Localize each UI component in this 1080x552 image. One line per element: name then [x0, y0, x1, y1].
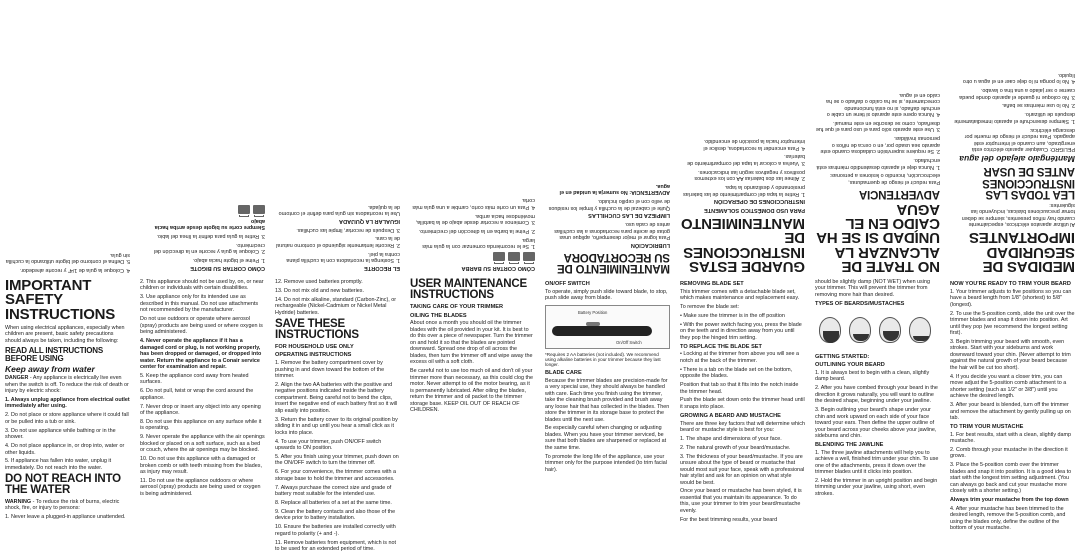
- en-column-4: [405, 276, 540, 552]
- en-c2-p9: 9. Never operate the appliance with the air openings blocked or placed on a soft surface, such as a bed or couch, where the air openings may be blocked.: [140, 434, 265, 454]
- en-care-title: TAKING CARE OF YOUR TRIMMER: [410, 304, 504, 311]
- es-warning-title: ADVERTENCIA: [859, 187, 940, 200]
- en-to-remove: To remove the blade set:: [680, 304, 740, 311]
- es-column-5: [405, 0, 540, 276]
- es-mustache-title: CÓMO CORTAR SU BIGOTE: [190, 265, 265, 271]
- en-after: 3. After your beard is blended, turn off the trimmer and remove the attachment by gently pulling up on tab.: [950, 402, 1071, 421]
- es-intro: Al utilizar aparatos eléctricos, especialmente cuando hay niños presentes, siempre se deben tomar precauciones básicas, incluyendo las siguientes:: [961, 201, 1075, 228]
- en-blade-promote: To promote the long life of the appliance, use your trimmer only for the purpose intended (to trim facial hair).: [545, 453, 667, 473]
- en-grow-body: There are three key factors that will determine which beard or mustache style is best for you:: [680, 420, 805, 433]
- es-column-2: [810, 0, 945, 276]
- en-n4: 4. If you decide you want a closer trim, you can move adjust the 5-position comb attachment to a shorter setting (such as 1/2" or 3/8") until you achieve the desired length.: [950, 373, 1067, 400]
- en-rp3: Position that tab so that it fits into the notch inside the trimmer head.: [680, 382, 799, 395]
- es-mustache-illustration: [140, 205, 265, 214]
- es-column-6: [270, 0, 405, 276]
- guide-comb-icon: [238, 205, 250, 214]
- en-n1: 1. Your trimmer adjusts to five positions so you can have a beard length from 1/8" (shortest) to 5/8" (longest).: [950, 288, 1072, 308]
- es-w-item-4: 4. Nunca opere este aparato si tiene un cable o enchufe dañado, si no está funcionando correctamente, si se ha caído o dañado o se ha caído en el agua.: [826, 91, 940, 118]
- en-best: For the best trimming results, your beard: [680, 516, 778, 523]
- es-column-7: [135, 0, 270, 276]
- es-item-2: 2. No lo use mientras se baña.: [1001, 102, 1075, 109]
- en-op-1: 1. Remove the battery compartment cover by pushing in and down toward the bottom of the trimmer.: [275, 360, 385, 379]
- guide-comb-icon: [493, 252, 505, 261]
- en-column-2: [135, 276, 270, 552]
- beard-types-illustration: [815, 311, 940, 351]
- es-w-item-2: 2. Se requiere supervisión cuidadosa cuando este aparato sea usado por, en o cerca de niños o personas inválidas.: [820, 135, 940, 155]
- en-op-3: 3. Return the battery cover to its original position by sliding it in and up until you hear a small click as it locks into place.: [275, 416, 398, 436]
- en-op-6: 6. For your convenience, the trimmer comes with a storage base to hold the trimmer and accessories.: [275, 469, 397, 482]
- es-op-title: INSTRUCCIONES DE OPERACIÓN: [713, 198, 805, 205]
- es-b-2: 2. Peine la barba en la dirección del crecimiento.: [418, 227, 535, 234]
- es-op-2: 2. Alinee las dos baterías AA con los extremos positivos y negativos según las indicaciones.: [694, 168, 805, 182]
- en-b2: 2. Hold the trimmer in an upright position and begin trimming under your jawline, using short, even strokes.: [815, 478, 938, 497]
- en-op-10: 10. Ensure the batteries are installed correctly with regard to polarity (+ and -).: [275, 524, 396, 537]
- en-keep-title: Keep away from water: [5, 363, 95, 374]
- en-getting-title: GETTING STARTED:: [815, 353, 870, 360]
- es-beard-title: CÓMO CORTAR SU BARBA: [461, 265, 535, 271]
- en-c2-p7: 7. Never drop or insert any object into any opening of the appliance.: [140, 403, 261, 417]
- en-c2-p2: 3. Use appliance only for its intended use as described in this manual. Do not use attachments not recommended by the manufacturer.: [140, 294, 259, 314]
- en-n2: 2. To use the 5-position comb, slide the unit over the trimmer blades and snap it down into position. Art until they pop (we recommend the longest setting first).: [950, 310, 1075, 336]
- es-lub-title: LUBRICACIÓN: [630, 241, 670, 248]
- en-column-6: [675, 276, 810, 552]
- en-danger-label: DANGER: [5, 375, 29, 382]
- beard-icon: [913, 336, 929, 341]
- en-item-5: 5. If appliance has fallen into water, unplug it immediately. Do not reach into the water.: [5, 458, 112, 471]
- es-guides-illustration: [410, 252, 535, 261]
- guide-comb-icon: [508, 252, 520, 261]
- beard-icon: [853, 334, 869, 341]
- es-column-1: [945, 0, 1080, 276]
- en-op-11: 11. Remove batteries from equipment, which is not to be used for an extended period of time.: [275, 539, 396, 552]
- en-replace-title: TO REPLACE THE BLADE SET: [680, 343, 762, 350]
- es-t-2: 2. Recorte lentamente siguiendo el contorno natural de la cara.: [276, 235, 400, 248]
- en-op-7: 7. Always purchase the correct size and grade of battery most suitable for the intended use.: [275, 484, 392, 498]
- en-column-3: [270, 276, 405, 552]
- en-blend-title: BLENDING THE JAWLINE: [815, 441, 884, 448]
- es-read-title: LEA TODAS LAS INSTRUCCIONES ANTES DE USAR: [982, 165, 1075, 200]
- es-item-1: 1. Siempre desenchufe el aparato inmediatamente después de utilizarlo.: [954, 111, 1075, 124]
- en-item-4: 4. Do not place appliance in, or drop into, water or other liquids.: [5, 443, 125, 456]
- es-mustache-label: Siempre corte su bigote desde arriba hacia abajo: [154, 217, 265, 231]
- en-blade-replace: Be especially careful when changing or adjusting blades. When you have your trimmer serviced, be sure that both blades are sharpened or replaced at the same time.: [545, 425, 667, 451]
- es-t-1: 1. Sostenga la recortadora con la cuchilla plana contra la piel.: [286, 250, 400, 264]
- es-c8-1: 4. Coloque la guía de 1/4" y recorte alrededor.: [19, 267, 130, 273]
- en-c2-p1: 2. This appliance should not be used by, on, or near children or individuals with certain disabilities.: [140, 279, 264, 292]
- en-onoff-title: ON/OFF SWITCH: [545, 281, 590, 287]
- en-g2: 2. The natural growth of your beard/mustache.: [680, 444, 791, 451]
- en-c3-p13: 13. Do not mix old and new batteries.: [275, 287, 364, 294]
- battery-position-label: Battery Position: [578, 309, 608, 315]
- face-icon: [849, 317, 871, 343]
- en-g1: 1. The shape and dimensions of your face.: [680, 435, 782, 442]
- en-rp2: • There is a tab on the blade set on the bottom, opposite the blades.: [680, 366, 793, 380]
- en-column-1: [0, 276, 135, 552]
- es-w-item-3: 3. Use este aparato sólo para el uso para el que fue diseñado, como se describe en este manual.: [815, 119, 940, 133]
- switch-icon: [586, 322, 600, 326]
- en-item-2: 2. Do not place or store appliance where it could fall or be pulled into a tub or sink.: [5, 412, 129, 425]
- en-danger-text: - Any appliance is electrically live even when the switch is off. To reduce the risk of death or injury by electric shock:: [5, 375, 129, 395]
- onoff-switch-label: On/Off Switch: [616, 339, 642, 345]
- en-careful: Be careful not to use too much oil and don't oil your trimmer more than necessary, as this could clog the motor. Never attempt to oil the motor bearing, as it is permanently lubricated. After oiling the blades, return the trimmer and oil packet to the trimmer storage base. KEEP OIL OUT OF REACH OF CHILDREN.: [410, 368, 534, 414]
- en-op-2: 2. Align the two AA batteries with the positive and negative positions indicated inside the battery compartment. Being careful not to bend the clips, insert the negative end of each battery first so it will slip easily into position.: [275, 381, 398, 414]
- en-item-3: 3. Do not use appliance while bathing or in the shower.: [5, 427, 116, 441]
- es-save-title: GUARDE ESTAS INSTRUCCIONES DE MANTENIMIENTO: [681, 215, 805, 275]
- es-maint-title: MANTENIMIENTO DE SU RECORTADORA: [557, 250, 670, 274]
- en-c2-p8: 8. Do not use this appliance on any surface while it is operating.: [140, 418, 262, 432]
- en-m3: 3. Place the 5-position comb over the trimmer blades and snap it into position. It is a good idea to start with the longest trim setting adjustment. (You can always go back and cut your mustache more closely with a shorter setting.): [950, 462, 1072, 495]
- es-column-3: [675, 0, 810, 276]
- en-read-title: READ ALL INSTRUCTIONS BEFORE USING: [5, 345, 104, 363]
- en-intro: When using electrical appliances, especially when children are present, basic safety precautions should always be taken, including the following:: [5, 324, 125, 344]
- en-m2: 2. Comb through your mustache in the direction it grows.: [950, 446, 1068, 460]
- es-m-1: 1. Peine el bigote hacia abajo.: [192, 257, 265, 264]
- en-battery-note: *Requires 2 AA batteries (not included). We recommend using alkaline batteries in your trimmer because they last longer.: [545, 351, 661, 368]
- en-outline-title: OUTLINING YOUR BEARD: [815, 362, 885, 369]
- es-b-4: 4. Para un corte más corto, cambie a una guía más corta.: [412, 197, 535, 210]
- en-c7-p1: should be slightly damp (NOT WET) when using your trimmer. This will prevent the trimmer from removing more hair than desired.: [815, 279, 930, 298]
- en-warning-paragraph: [5, 499, 130, 512]
- en-column-8: [945, 276, 1080, 552]
- en-always: Always trim your mustache from the top down: [950, 497, 1069, 504]
- es-w-item-1: 1. Nunca deje el aparato desatendido mientras está enchufado.: [816, 157, 940, 170]
- english-half: [0, 276, 1080, 552]
- es-item-4: 4. No lo ponga ni lo deje caer en el agua u otro líquido.: [962, 71, 1075, 85]
- en-grow-title: GROWING A BEARD AND MUSTACHE: [680, 412, 781, 419]
- es-m-3: 3. Retire la guía para definir la línea del labio.: [156, 233, 265, 240]
- en-must-title: TO TRIM YOUR MUSTACHE: [950, 423, 1024, 430]
- en-rp4: Push the blade set down onto the trimmer head until it snaps into place.: [680, 397, 805, 410]
- face-icon: [909, 317, 931, 343]
- en-oil-body: About once a month you should oil the trimmer blades with the oil provided in your kit. It is best to do this over a piece of newspaper. Turn the trimmer on and hold it so that the blades are pointed downward. Spread one drop of oil across the blades, then turn the trimmer off and wipe away the excess oil with a soft cloth.: [410, 320, 533, 366]
- beard-icon: [883, 331, 899, 341]
- es-column-8: [0, 0, 135, 276]
- es-safety-title: MEDIDAS DE SEGURIDAD IMPORTANTES: [969, 229, 1075, 275]
- en-g3: 3. The thickness of your beard/mustache. If you are unsure about the type of beard or mustache that would most suit your face, speak with a professional hair stylist and ask for an opinion on what style would be best.: [680, 453, 805, 486]
- es-clean-title: LIMPIEZA DE LAS CUCHILLAS: [588, 212, 670, 219]
- en-warning-label: WARNING: [5, 498, 32, 505]
- es-b-1: 1. Se le recomienda comenzar con la guía más larga.: [422, 236, 535, 250]
- en-danger-paragraph: [5, 375, 130, 394]
- es-m-2: 2. Coloque la guía y recorte en la dirección del crecimiento.: [153, 241, 265, 255]
- en-g4: Once your beard or mustache has been styled, it is essential that you maintain its appearance. To do this, use your trimmer to trim your beard/mustache evenly.: [680, 488, 802, 514]
- en-op-4: 4. To use your trimmer, push ON/OFF switch upwards to ON position.: [275, 438, 382, 452]
- es-item-3: 3. No coloque ni guarde el aparato donde pueda caerse o ser jalado a una tina o lavabo.: [959, 87, 1075, 100]
- en-types-title: TYPES OF BEARDS/MUSTACHES: [815, 300, 905, 307]
- en-reach-title: DO NOT REACH INTO THE WATER: [5, 472, 121, 496]
- en-onoff-body: To operate, simply push slide toward blade, to stop, push slide away from blade.: [545, 288, 668, 302]
- beard-icon: [823, 331, 839, 343]
- en-op-8: 8. Replace all batteries of a set at the same time.: [275, 499, 392, 506]
- en-safety-title: IMPORTANT SAFETY INSTRUCTIONS: [5, 277, 116, 323]
- en-m1: 1. For best results, start with a clean, slightly damp mustache.: [950, 431, 1072, 445]
- es-op-1: 1. Retire la tapa del compartimiento de las baterías presionando y deslizando la tapa.: [683, 184, 805, 197]
- en-warning-text: - To reduce the risk of burns, electric shock, fire, or injury to persons:: [5, 498, 120, 512]
- trimmer-diagram: [545, 305, 670, 349]
- face-icon: [819, 317, 841, 343]
- en-o2: 2. After you have combed through your beard in the direction it grows naturally, you will want to outline the desired shape, beginning under your jawline.: [815, 385, 938, 405]
- en-c2-p3: Do not use outdoors or operate where aerosol (spray) products are being used or where oxygen is being administered.: [140, 316, 263, 336]
- en-c2-p11: 11. Do not use the appliance outdoors or where aerosol (spray) products are being used or oxygen is being administered.: [140, 477, 261, 497]
- en-r2: • With the power switch facing you, press the blade on the teeth and in direction away from you until they pop the hinged trim setting.: [680, 321, 802, 341]
- es-note: ADVERTENCIA: No sumerja la unidad en el agua.: [559, 182, 670, 196]
- en-oil-title: OILING THE BLADES: [410, 312, 467, 319]
- es-column-4: [540, 0, 675, 276]
- es-lub-body: Para lograr el mejor desempeño, aplique unas gotas de aceite para recortadoras a las cuchillas antes de cada uso.: [554, 221, 670, 241]
- es-keep-title: Manténgalo alejado del agua: [959, 153, 1075, 164]
- en-op-5: 5. After you finish using your trimmer, push down on the ON/OFF switch to turn the trimmer off.: [275, 453, 399, 467]
- en-c2-p6: 6. Do not pull, twist or wrap the cord around the appliance.: [140, 388, 254, 401]
- es-reach-title: NO TRATE DE ALCANZAR LA UNIDAD SI SE HA CAÍDO EN EL AGUA: [816, 201, 940, 275]
- en-w-item-1: 1. Never leave a plugged-in appliance unattended.: [5, 514, 126, 521]
- es-b-3: 3. Comience a recortar desde abajo de la barbilla, moviéndose hacia arriba.: [415, 212, 535, 226]
- en-item-1: 1. Always unplug appliance from electrical outlet immediately after using.: [5, 396, 130, 410]
- en-blade-body: Because the trimmer blades are precision-made for a very special use, they should always be handled with care. Each time you finish using the trimmer, take the cleaning brush provided and brush away any loose hair that has collected in the blades. Then store the trimmer in its storage base to protect the blades until the next use.: [545, 377, 670, 423]
- es-warning-body: Para reducir el riesgo de quemaduras, electrocución, incendio o lesiones a personas:: [829, 172, 940, 185]
- face-icon: [879, 317, 901, 343]
- en-o3: 3. Begin outlining your beard's shape under your chin and work upward on each side of your face toward your ears. Then define the upper outline of your beard across your cheeks above your jawline, sideburns and chin.: [815, 407, 937, 440]
- en-c2-p10: 10. Do not use this appliance with a damaged or broken comb or with teeth missing from the blades, as injury may result.: [140, 456, 262, 476]
- en-column-5: [540, 276, 675, 552]
- es-t-3: 3. Después de recortar, limpie las cuchillas.: [296, 226, 400, 233]
- es-op-4: 4. Para encender la recortadora, deslice el interruptor hacia la posición de encendido.: [703, 138, 805, 151]
- english-page: [0, 276, 1080, 552]
- en-blade-title: BLADE CARE: [545, 369, 582, 376]
- en-b1: 1. The three jawline attachments will help you to achieve a well, finished trim under your chin. To use one of the attachments, press it down over the trimmer blades until it clicks into position.: [815, 449, 939, 476]
- guide-comb-icon: [523, 252, 535, 261]
- es-danger: PELIGRO: Cualquier aparato eléctrico está energizado, aun cuando el interruptor esté apagado. Para reducir el riesgo de muerte por descarga eléctrica:: [964, 126, 1075, 153]
- es-trim-title: EL RECORTE: [364, 265, 400, 271]
- en-op-9: 9. Clean the battery contacts and also those of the device prior to battery installation.: [275, 508, 396, 522]
- es-household: PARA USO DOMÉSTICO SOLAMENTE: [703, 207, 805, 213]
- es-igualar-body: Use la recortadora sin guía para definir el contorno de la quijada.: [278, 203, 400, 216]
- en-column-7: [810, 276, 945, 552]
- en-save-title: SAVE THESE INSTRUCTIONS: [275, 317, 359, 341]
- en-now-title: NOW YOU'RE READY TO TRIM YOUR BEARD: [950, 281, 1071, 287]
- es-c8-2: 5. Defina el contorno del bigote utilizando la cuchilla sin guía.: [5, 251, 130, 265]
- en-remove-title: REMOVING BLADE SET: [680, 281, 744, 287]
- en-r1: • Make sure the trimmer is in the off position: [680, 312, 785, 319]
- en-c2-p4: 4. Never operate the appliance if it has a damaged cord or plug, is not working properly, has been dropped or damaged, or dropped into water. Return the appliance to a Conair service center for examination and repair.: [140, 338, 262, 370]
- en-op-title: OPERATING INSTRUCTIONS: [275, 352, 352, 359]
- guide-comb-icon: [253, 205, 265, 214]
- trimmer-body-icon: [552, 326, 652, 336]
- en-m4: 4. After your mustache has been trimmed to the desired length, remove the 5-position comb, and using the blades only, define the outline of the bottom of your mustache.: [950, 505, 1066, 532]
- es-igualar-title: IGUALAR LA QUIJADA: [338, 217, 400, 224]
- en-rp1: • Locking at the trimmer from above you will see a notch at the back of the trimmer.: [680, 351, 800, 364]
- en-remove-body: This trimmer comes with a detachable blade set, which makes maintenance and replacement easy.: [680, 288, 800, 302]
- en-c2-p5: 5. Keep the appliance cord away from heated surfaces.: [140, 372, 249, 386]
- en-n3: 3. Begin trimming your beard with smooth, even strokes. Start with your sideburns and work downward toward your chin. (Never attempt to trim against the natural growth of your beard because the hair will be cut too short).: [950, 338, 1071, 371]
- en-c3-p14: 14. Do not mix alkaline, standard (Carbon-Zinc), or rechargeable (Nickel-Cadmium or Nickel Metal Hydride) batteries.: [275, 296, 397, 316]
- en-maint-title: USER MAINTENANCE INSTRUCTIONS: [410, 278, 527, 302]
- en-household: FOR HOUSEHOLD USE ONLY: [275, 343, 354, 350]
- en-o1: 1. It is always best to begin with a clean, slightly damp beard.: [815, 369, 930, 383]
- en-c3-p12: 12. Remove used batteries promptly.: [275, 279, 363, 285]
- es-op-3: 3. Vuelva a colocar la tapa del compartimiento de baterías.: [687, 153, 805, 166]
- es-clean-body: Quite el cabezal de la cuchilla y limpie los residuos de vello con el cepillo incluido.: [548, 198, 670, 211]
